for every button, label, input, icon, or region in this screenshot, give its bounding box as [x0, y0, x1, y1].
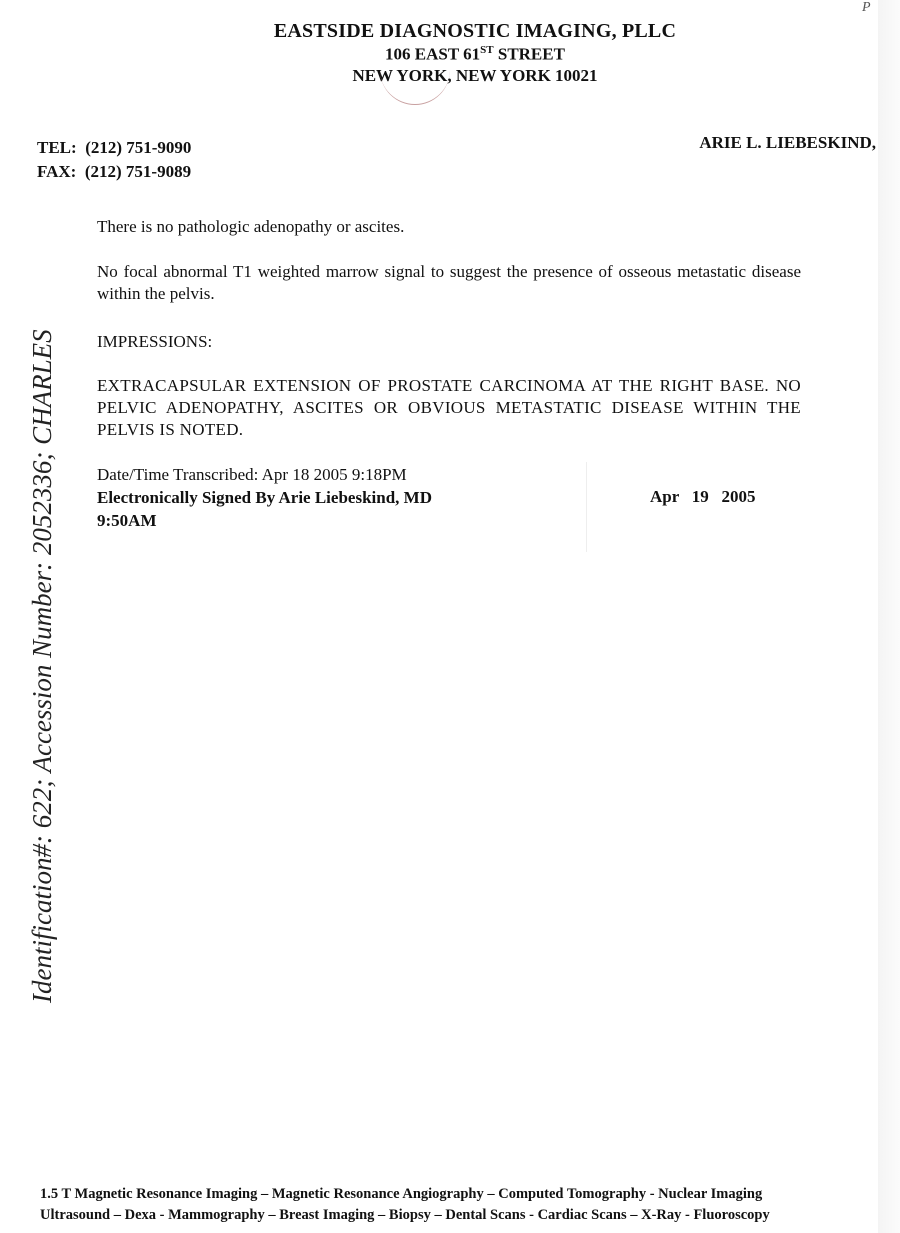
- letterhead: [200, 20, 750, 86]
- services-footer: [40, 1184, 770, 1226]
- fax-line: [37, 160, 191, 184]
- street-superscript: ST: [480, 44, 494, 56]
- signed-by-line: Electronically Signed By Arie Liebeskind, MD: [97, 488, 432, 507]
- impressions-text: EXTRACAPSULAR EXTENSION OF PROSTATE CARCINOMA AT THE RIGHT BASE. NO PELVIC ADENOPATHY, ASCITES OR OBVIOUS METASTATIC DISEASE WITHIN THE PELVIS IS NOTED.: [97, 376, 801, 439]
- stamp-mark: [380, 70, 450, 105]
- doctor-name: ARIE L. LIEBESKIND,: [699, 133, 876, 152]
- report-paragraph-1: There is no pathologic adenopathy or ascites.: [97, 217, 405, 236]
- tel-line: [37, 136, 191, 160]
- signed-date: Apr 19 2005: [650, 487, 756, 506]
- tel-label: TEL:: [37, 138, 77, 157]
- street-suffix: STREET: [493, 44, 565, 64]
- fax-number: (212) 751-9089: [84, 162, 192, 181]
- contact-block: [37, 136, 191, 184]
- transcribed-line: Date/Time Transcribed: Apr 18 2005 9:18PM: [97, 465, 407, 484]
- clinic-city: NEW YORK, NEW YORK 10021: [352, 65, 598, 85]
- report-paragraph-2: No focal abnormal T1 weighted marrow signal to suggest the presence of osseous metastatic disease within the pelvis.: [97, 262, 801, 303]
- clinic-street: [200, 44, 750, 65]
- tel-number: (212) 751-9090: [85, 138, 192, 157]
- page-marker: P: [862, 0, 871, 15]
- impressions-heading: IMPRESSIONS:: [97, 332, 213, 351]
- signed-time: 9:50AM: [97, 511, 157, 530]
- clinic-name: EASTSIDE DIAGNOSTIC IMAGING, PLLC: [273, 20, 677, 42]
- street-prefix: 106 EAST 61: [385, 44, 481, 64]
- scan-edge-shadow: [878, 0, 900, 1233]
- footer-line-1: 1.5 T Magnetic Resonance Imaging – Magnetic Resonance Angiography – Computed Tomography - Nuclear Imaging: [40, 1186, 763, 1202]
- identification-sidebar: Identification#: 622; Accession Number: 2052336; CHARLES: [27, 329, 57, 1003]
- footer-line-2: Ultrasound – Dexa - Mammography – Breast Imaging – Biopsy – Dental Scans - Cardiac Scans – X-Ray - Fluoroscopy: [40, 1207, 770, 1223]
- fax-label: FAX:: [37, 162, 77, 181]
